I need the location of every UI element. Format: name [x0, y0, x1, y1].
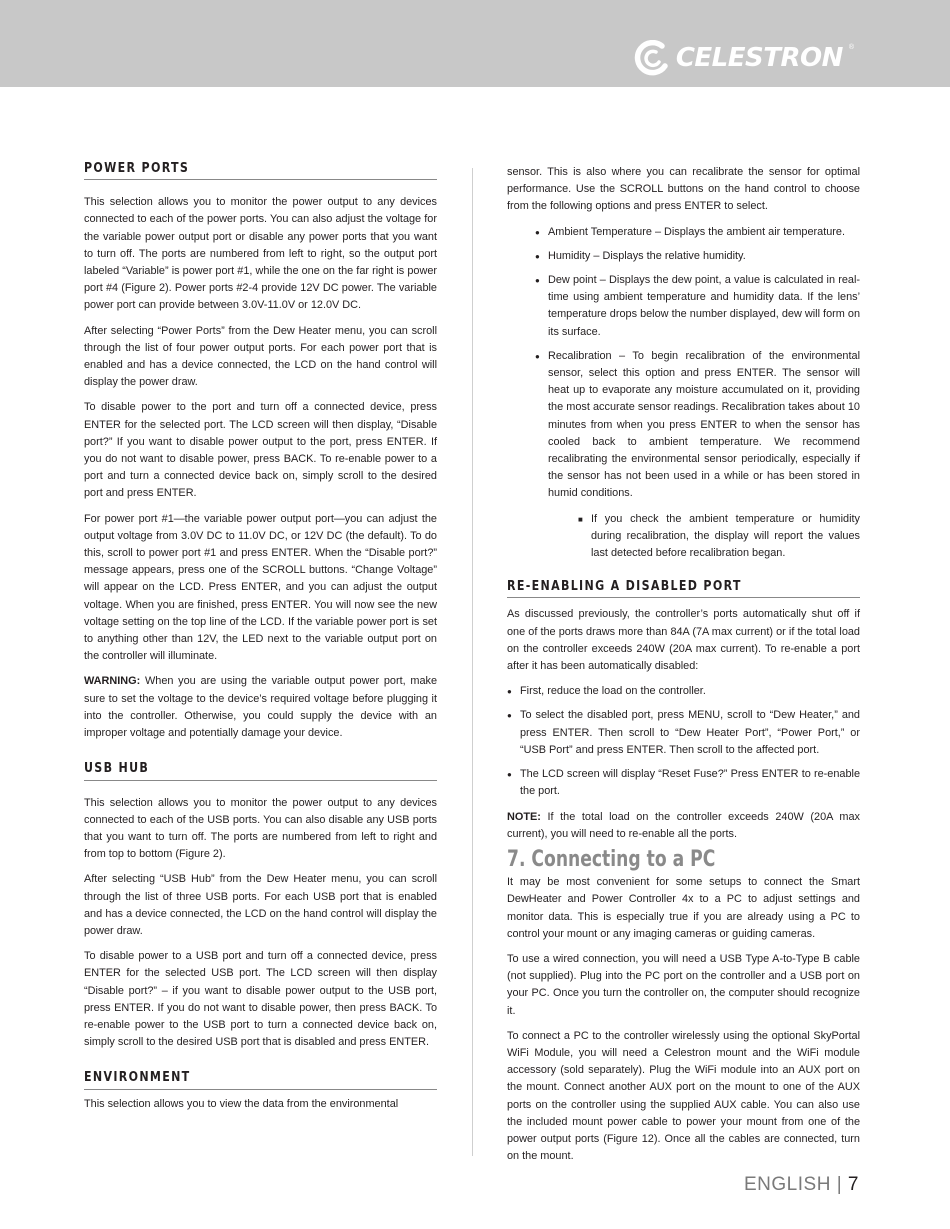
celestron-swoosh-icon	[632, 40, 670, 76]
celestron-wordmark: CELESTRON	[675, 43, 843, 73]
usb-hub-heading: USB HUB	[84, 760, 150, 777]
power-ports-paragraph: To disable power to the port and turn off a connected device, press ENTER for the selected port. The LCD screen will then display, “Disable port?” If you want to disable power output to the port, press ENTER. If you do not want to disable power, press BACK. To re-enable power to a port and turn a connected device back on, simply scroll to the desired port and press ENTER.	[84, 401, 437, 500]
warning-text: When you are using the variable output power port, make sure to set the voltage to the device’s required voltage before plugging it into the controller. Otherwise, you could supply the device with an improper voltage and potentially damage your device.	[84, 675, 437, 740]
power-ports-heading-rule	[84, 160, 437, 180]
connecting-paragraph: To connect a PC to the controller wirelessly using the optional SkyPortal WiFi Module, you will need a Celestron mount and the WiFi module accessory (sold separately). Plug the WiFi module into an AUX port on the mount. Connect another AUX port on the mount to one of the AUX ports on the controller using the supplied AUX cable. You can also use the included mount power cable to power your mount from one of the power output ports (Figure 12). Once all the cables are connected, turn on the mount.	[507, 1029, 860, 1163]
reenable-heading: RE-ENABLING A DISABLED PORT	[507, 578, 742, 595]
list-item: ● First, reduce the load on the controller.	[507, 683, 860, 700]
environment-continued-paragraph: sensor. This is also where you can recalibrate the sensor for optimal performance. Use the SCROLL buttons on the hand control to choose from the following options and press ENTER to select.	[507, 166, 860, 213]
page-number: 7	[847, 1174, 859, 1195]
recalibration-sub-list	[507, 511, 860, 563]
list-item: ● Ambient Temperature – Displays the ambient air temperature.	[507, 224, 860, 241]
reenable-heading-rule	[507, 578, 860, 598]
celestron-logo	[632, 40, 854, 76]
usb-hub-paragraph: To disable power to a USB port and turn off a connected device, press ENTER for the selected USB port. The LCD screen will then display “Disable port?” – if you want to disable power output to the USB port, press ENTER. If you do not want to disable power, then press BACK. To re-enable power to the USB port to turn a connected device back on, simply scroll to the desired USB port that is disabled and press ENTER.	[84, 950, 437, 1049]
power-ports-heading: POWER PORTS	[84, 160, 190, 176]
usb-hub-heading-rule	[84, 760, 437, 780]
list-item: ● To select the disabled port, press MENU, scroll to “Dew Heater,” and press ENTER. Then scroll to “Dew Heater Port”, “Power Port,” or “USB Port” and press ENTER. Then scroll to the affected port.	[507, 707, 860, 759]
page-footer	[744, 1174, 859, 1196]
warning-label: WARNING:	[84, 675, 141, 688]
connecting-paragraph: It may be most convenient for some setups to connect the Smart DewHeater and Power Controller 4x to a PC to adjust settings and monitor data. This is especially true if you are already using a PC to control your mount or any imaging cameras or guiding cameras.	[507, 876, 860, 940]
list-item: ● The LCD screen will display “Reset Fuse?” Press ENTER to re-enable the port.	[507, 766, 860, 800]
connecting-to-pc-heading: 7. Connecting to a PC	[507, 846, 716, 872]
warning-paragraph	[84, 673, 437, 742]
list-item: ● Dew point – Displays the dew point, a value is calculated in real-time using ambient temperature and humidity data. If the lens’ temperature drops below the number displayed, dew will form on its surface.	[507, 272, 860, 341]
environment-options-list	[507, 224, 860, 503]
right-column	[507, 164, 860, 1173]
column-divider	[472, 168, 473, 1156]
left-column	[84, 160, 437, 1121]
page-header-band	[0, 0, 950, 87]
environment-heading-rule	[84, 1069, 437, 1089]
reenable-steps-list	[507, 683, 860, 800]
list-item: ■ If you check the ambient temperature or humidity during recalibration, the display will report the values last detected before recalibration began.	[507, 511, 860, 563]
usb-hub-paragraph: After selecting “USB Hub” from the Dew Heater menu, you can scroll through the list of three USB ports. For each USB port that is enabled and has a device connected, the LCD on the hand control will display the power draw.	[84, 873, 437, 937]
footer-language: ENGLISH	[744, 1174, 831, 1195]
reenable-paragraph: As discussed previously, the controller’s ports automatically shut off if one of the ports draws more than 84A (7A max current) or if the total load on the controller exceeds 240W (20A max current). To re-enable a port after it has been automatically disabled:	[507, 608, 860, 673]
connecting-paragraph: To use a wired connection, you will need a USB Type A-to-Type B cable (not supplied). Plug into the PC port on the controller and a USB port on your PC. Once you turn the controller on, the computer should recognize it.	[507, 952, 860, 1017]
environment-heading: ENVIRONMENT	[84, 1069, 191, 1086]
note-text: If the total load on the controller exceeds 240W (20A max current), you will need to re-enable all the ports.	[507, 810, 860, 840]
environment-paragraph: This selection allows you to view the data from the environmental	[84, 1097, 399, 1110]
note-label: NOTE:	[507, 810, 541, 823]
power-ports-paragraph: For power port #1—the variable power output port—you can adjust the output voltage from 3.0V DC to 11.0V DC, or 12V DC (the default). To do this, scroll to power port #1 and press ENTER. When the “Disable port?” message appears, press one of the SCROLL buttons. “Change Voltage” will appear on the LCD. Press ENTER, and you can adjust the output voltage. When you are finished, press ENTER. You will now see the new voltage setting on the top line of the LCD. If the variable power port is set to anything other than 12V, the LED next to the variable output port on the controller will illuminate.	[84, 512, 437, 663]
power-ports-paragraph: After selecting “Power Ports” from the Dew Heater menu, you can scroll through the list of four power output ports. For each power port that is enabled and has a device connected, the LCD on the hand control will display the power draw.	[84, 324, 437, 389]
note-paragraph	[507, 809, 860, 843]
list-item: ● Humidity – Displays the relative humidity.	[507, 248, 860, 265]
usb-hub-paragraph: This selection allows you to monitor the power output to any devices connected to each of the USB ports. You can also disable any USB ports that you want to turn off. The ports are numbered from left to right and from top to bottom (Figure 2).	[84, 796, 437, 861]
registered-mark: ®	[848, 44, 854, 51]
footer-separator: |	[836, 1174, 843, 1195]
list-item: ● Recalibration – To begin recalibration of the environmental sensor, select this option and press ENTER. The sensor will heat up to evaporate any moisture accumulated on it, providing the most accurate sensor readings. Recalibration takes about 10 minutes from when you press ENTER to when the sensor has cooled back to ambient temperature. We recommend recalibrating the environmental sensor periodically, especially if the sensor has not been used in a while or has been stored in humid conditions.	[507, 348, 860, 503]
power-ports-paragraph: This selection allows you to monitor the power output to any devices connected to each of the power ports. You can also adjust the voltage for the variable power output port or disable any power ports that you want to turn off. The ports are numbered from left to right, so the output port labeled “Variable” is power port #1, while the one on the far right is power port #4 (Figure 2). Power ports #2-4 provide 12V DC power. The variable power port can provide between 3.0V-11.0V or 12.0V DC.	[84, 196, 437, 312]
